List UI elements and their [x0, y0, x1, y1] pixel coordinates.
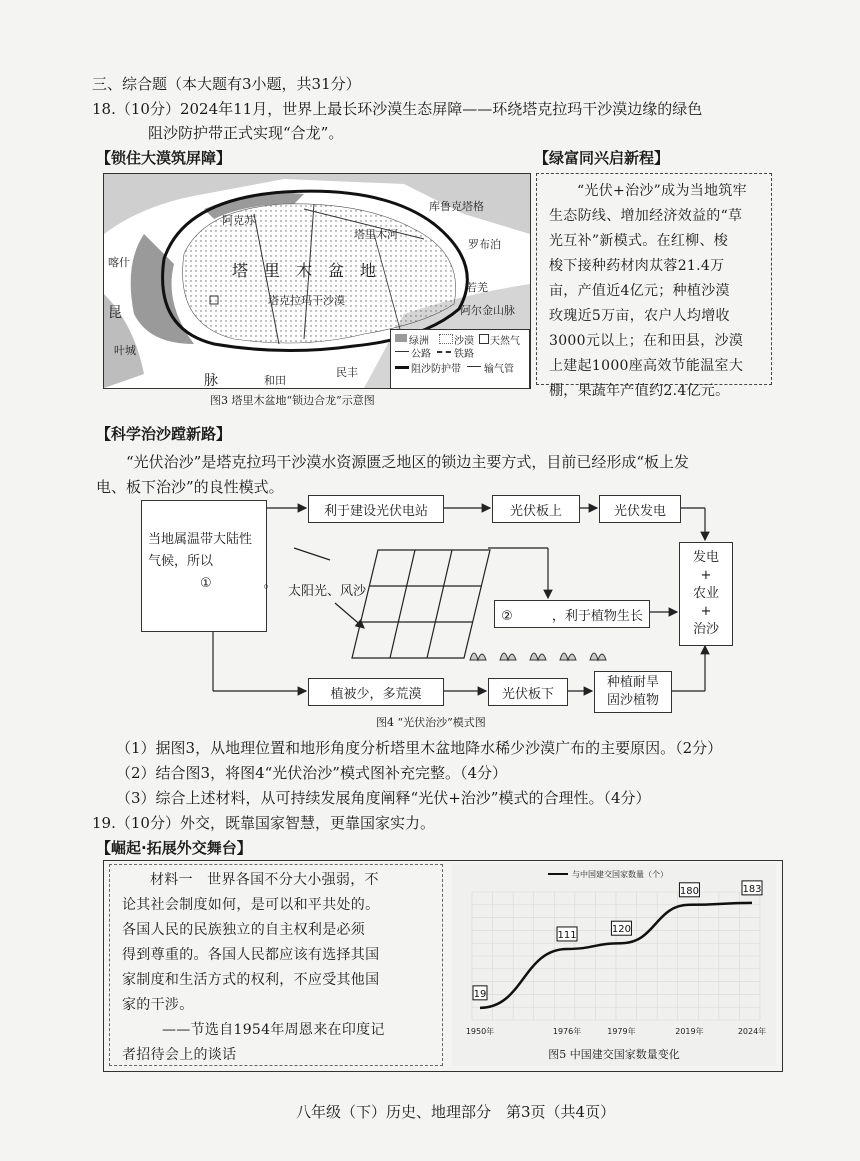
legend-gas: 天然气 — [490, 336, 520, 347]
flow-mid-box-blank-2: ② ，利于植物生长 — [494, 600, 650, 628]
q19-material-line: ——节选自1954年周恩来在印度记 — [162, 1022, 385, 1038]
legend-rail: 铁路 — [454, 349, 474, 360]
q18-stem-line2: 阻沙防护带正式实现“合龙”。 — [148, 124, 344, 142]
map-label-minfeng: 民丰 — [336, 366, 358, 379]
x-tick-label: 1950年 — [465, 1027, 495, 1036]
section-title: 三、综合题（本大题有3小题，共31分） — [92, 75, 361, 93]
legend-label: 与中国建交国家数量（个） — [572, 870, 668, 879]
page-footer: 八年级（下）历史、地理部分 第3页（共4页） — [296, 1103, 616, 1121]
flow-left-box — [141, 500, 277, 632]
map-label-altun: 阿尔金山脉 — [460, 304, 515, 317]
q19-material-line: 家制度和生活方式的权利，不应受其他国 — [122, 972, 380, 988]
left-box-line: 气候，所以 — [148, 554, 214, 569]
fig5-caption: 图5 中国建交国家数量变化 — [548, 1048, 680, 1061]
q18-sub2: （2）结合图3，将图4“光伏治沙”模式图补充完整。（4分） — [116, 764, 508, 782]
q19-material-line: 论其社会制度如何，是可以和平共处的。 — [122, 897, 380, 913]
q18-header-science: 【科学治沙蹚新路】 — [96, 425, 232, 443]
q19-material-text — [122, 868, 432, 1068]
map-label-lop-nur: 罗布泊 — [468, 238, 501, 251]
map-label-ruoqiang: 若羌 — [466, 281, 488, 294]
right-line: 农业 — [692, 586, 719, 601]
map-label-kun: 昆 — [108, 305, 122, 321]
x-tick-label: 2019年 — [675, 1027, 704, 1036]
flow-top-box-1: 利于建设光伏电站 — [308, 495, 444, 523]
map-label-kashi: 喀什 — [108, 256, 130, 269]
material-line: 上建起1000座高效节能温室大 — [549, 358, 744, 374]
flow-bottom-box-2: 光伏板下 — [488, 678, 568, 706]
x-tick-label: 2024年 — [737, 1027, 767, 1036]
data-label: 120 — [611, 924, 631, 936]
map-label-basin: 塔 里 木 盆 地 — [232, 261, 377, 280]
map-label-kuluk: 库鲁克塔格 — [429, 200, 484, 213]
diplomacy-line-chart — [452, 864, 776, 1044]
right-line: + — [700, 568, 712, 583]
data-label: 180 — [679, 885, 699, 897]
science-line1: “光伏治沙”是塔克拉玛干沙漠水资源匮乏地区的锁边主要方式，目前已经形成“板上发 — [126, 453, 690, 471]
flow-top-box-3: 光伏发电 — [599, 495, 681, 523]
fig5-chart-area — [452, 864, 776, 1066]
q19-material-line: 者招待会上的谈话 — [122, 1047, 237, 1063]
q19-material-line: 材料一 世界各国不分大小强弱，不 — [150, 872, 379, 888]
material-line: 生态防线、增加经济效益的“草 — [549, 208, 743, 224]
data-label: 111 — [557, 929, 577, 941]
flow-sun-label: 太阳光、风沙 — [288, 584, 367, 599]
flow-top-box-2: 光伏板上 — [492, 495, 580, 523]
map-label-hetian: 和田 — [264, 374, 286, 387]
q19-header: 【崛起·拓展外交舞台】 — [96, 839, 252, 857]
legend-desert: 沙漠 — [454, 336, 474, 347]
material-line: 光互补”新模式。在红柳、梭 — [549, 233, 729, 249]
legend-road: 公路 — [411, 349, 431, 360]
right-line: 治沙 — [692, 622, 719, 637]
map-label-yecheng: 叶城 — [114, 344, 136, 357]
q18-sub3: （3）综合上述材料，从可持续发展角度阐释“光伏+治沙”模式的合理性。（4分） — [116, 789, 651, 807]
bottom3-line: 固沙植物 — [606, 693, 659, 708]
map-label-akesu: 阿克苏 — [222, 214, 255, 227]
q18-sub1: （1）据图3，从地理位置和地形角度分析塔里木盆地降水稀少沙漠广布的主要原因。（2分） — [116, 739, 723, 757]
plant-icons — [470, 653, 606, 660]
map-label-mai: 脉 — [204, 373, 218, 389]
q18-header-right: 【绿富同兴启新程】 — [534, 149, 670, 167]
fig3-caption: 图3 塔里木盆地“锁边合龙”示意图 — [210, 394, 375, 407]
bottom3-line: 种植耐旱 — [606, 675, 659, 690]
science-line2: 电、板下治沙”的良性模式。 — [96, 478, 284, 496]
map-label-tarim-river: 塔里木河 — [354, 228, 398, 241]
legend-pipe: 输气管 — [484, 364, 514, 375]
q19-material-line: 家的干涉。 — [122, 997, 194, 1013]
q19-stem: 19.（10分）外交，既靠国家智慧，更靠国家实力。 — [92, 814, 435, 832]
q18-header-left: 【锁住大漠筑屏障】 — [96, 149, 232, 167]
q19-material-line: 各国人民的民族独立的自主权利是必须 — [122, 922, 366, 938]
x-tick-label: 1979年 — [607, 1027, 636, 1036]
material-line: 梭下接种药材肉苁蓉21.4万 — [549, 258, 725, 274]
flow-bottom-box-3 — [594, 671, 672, 713]
left-box-blank-1: ① 。 — [200, 576, 277, 591]
legend-oasis: 绿洲 — [409, 336, 429, 347]
solar-panel-icon — [352, 550, 490, 658]
material-line: 棚，果蔬年产值约2.4亿元。 — [549, 383, 730, 399]
fig4-caption: 图4 “光伏治沙”模式图 — [376, 716, 486, 729]
data-label: 183 — [742, 883, 762, 895]
x-tick-label: 1976年 — [552, 1027, 582, 1036]
flow-bottom-box-1: 植被少，多荒漠 — [308, 678, 444, 706]
material-line: 亩，产值近4亿元；种植沙漠 — [549, 283, 730, 299]
material-line: 玫瑰近5万亩，农户人均增收 — [549, 308, 730, 324]
material-line: “光伏+治沙”成为当地筑牢 — [577, 183, 747, 199]
right-line: 发电 — [692, 550, 719, 565]
right-line: + — [700, 604, 712, 619]
left-box-line: 当地属温带大陆性 — [148, 532, 253, 547]
data-label: 19 — [473, 988, 487, 1000]
q19-material-line: 得到尊重的。各国人民都应该有选择其国 — [122, 947, 380, 963]
material-line: 3000元以上；在和田县，沙漠 — [549, 333, 744, 349]
q18-stem-line1: 18.（10分）2024年11月，世界上最长环沙漠生态屏障——环绕塔克拉玛干沙漠边缘的绿色 — [92, 100, 703, 118]
flow-right-box — [679, 542, 733, 646]
map-label-desert: 塔克拉玛干沙漠 — [268, 294, 345, 307]
legend-belt: 阻沙防护带 — [411, 364, 461, 375]
